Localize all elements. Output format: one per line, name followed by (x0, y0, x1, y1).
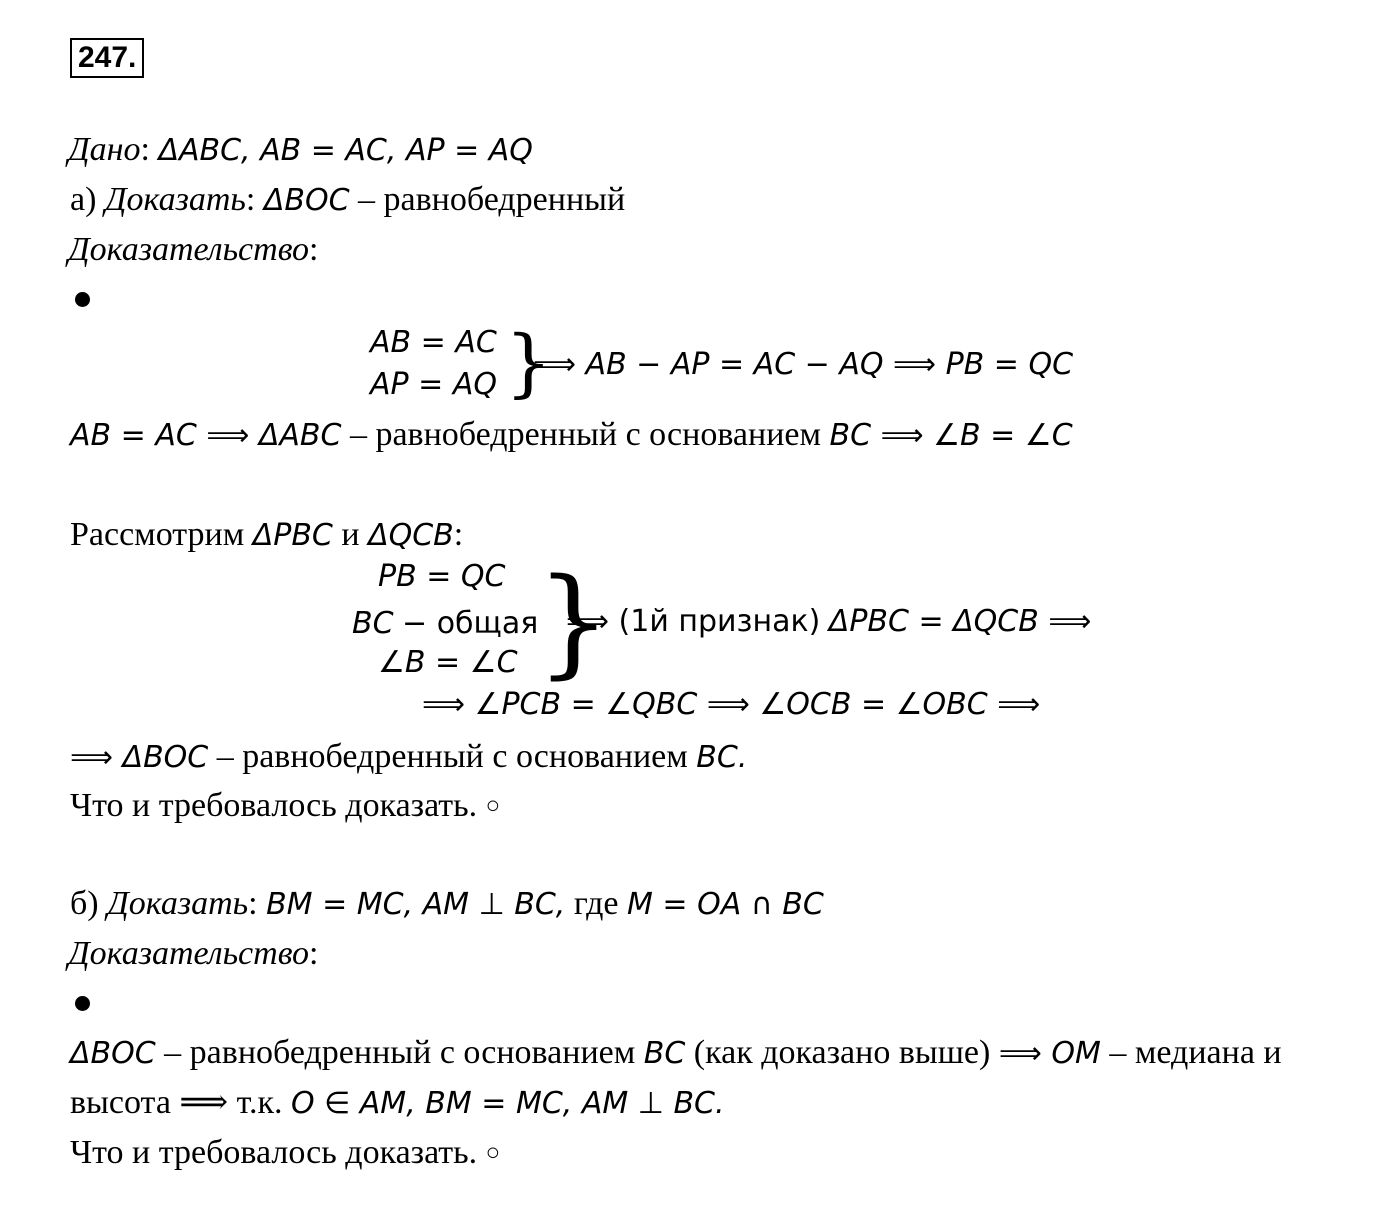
system2-result-math: ΔPBC = ΔQCB ⟹ (828, 604, 1092, 639)
proof-b-colon: : (309, 935, 319, 972)
consider-text: Рассмотрим (70, 516, 245, 553)
part-a-statement (70, 183, 625, 217)
qed-b-symbol: ○ (485, 1140, 501, 1166)
system1-line2: AP = AQ (370, 367, 497, 402)
part-a-prefix: а) (70, 181, 97, 218)
qed-b-line (70, 1136, 500, 1170)
proof-a-line2 (70, 418, 1073, 452)
part-b-math1: BM = MC, AM ⊥ BC, (266, 887, 566, 922)
proof-b-line1-math2: BC (643, 1036, 686, 1071)
given-colon: : (140, 131, 150, 168)
part-b-statement (70, 887, 824, 921)
part-b-colon: : (248, 885, 258, 922)
part-a-text: – равнобедренный (358, 181, 626, 218)
system2-line2-math: BC (352, 606, 394, 641)
system2-brace: } (536, 552, 612, 690)
part-a-label: Доказать (104, 181, 246, 218)
problem-number: 247. (70, 38, 144, 78)
part-b-prefix: б) (70, 885, 99, 922)
conclusion-math2: BC. (696, 740, 748, 775)
bullet-point-b (75, 996, 90, 1011)
proof-b-line1-math1: ΔBOC (70, 1036, 156, 1071)
system2-result (566, 604, 1091, 638)
qed-a-symbol: ○ (485, 793, 501, 819)
given-label: Дано (68, 131, 141, 168)
line2-text: – равнобедренный с основанием (349, 416, 822, 453)
part-b-math2: M = OA ∩ BC (626, 887, 824, 922)
part-b-text: где (573, 885, 619, 922)
proof-b-heading (68, 937, 318, 971)
consider-line (70, 518, 463, 552)
part-b-label: Доказать (107, 885, 249, 922)
part-a-colon: : (245, 181, 256, 218)
bullet-point-a (75, 292, 90, 307)
part-a-math: ΔBOC (263, 183, 350, 218)
proof-b-line2-math: O ∈ AM, BM = MC, AM ⊥ BC. (290, 1086, 725, 1121)
line2-math1: AB = AC ⟹ ΔABC (70, 418, 342, 453)
line2-math2: BC ⟹ ∠B = ∠C (829, 418, 1073, 453)
system1-line1: AB = AC (370, 325, 497, 360)
proof-a-label: Доказательство (68, 231, 310, 268)
conclusion-math1: ⟹ ΔBOC (70, 740, 209, 775)
proof-b-line2-text1: высота ⟹ т.к. (70, 1084, 283, 1121)
proof-b-line1-math3: ⟹ OM (998, 1036, 1101, 1071)
system2-line2-text: − общая (402, 606, 539, 641)
proof-b-line1-text2: (как доказано выше) (693, 1034, 991, 1071)
given-math: ΔABC, AB = AC, AP = AQ (158, 133, 533, 168)
qed-a-line (70, 789, 500, 823)
system2-result-text: ⟹ (1й признак) (566, 604, 821, 639)
consider-math2: ΔQCB (368, 518, 454, 553)
conclusion-text: – равнобедренный с основанием (216, 738, 688, 775)
given-line (68, 133, 533, 167)
proof-b-label: Доказательство (68, 935, 310, 972)
proof-b-line2 (70, 1086, 725, 1120)
system2-line2 (352, 606, 538, 640)
proof-a-heading (68, 233, 318, 267)
consider-math1: ΔPBC (252, 518, 333, 553)
system1-result: ⟹ AB − AP = AC − AQ ⟹ PB = QC (533, 347, 1074, 382)
qed-b-text: Что и требовалось доказать. (70, 1134, 478, 1171)
proof-b-line1-text3: – медиана и (1109, 1034, 1282, 1071)
consider-and: и (341, 516, 360, 553)
conclusion-a-line (70, 740, 747, 774)
proof-a-colon: : (309, 231, 319, 268)
system2-line1: PB = QC (378, 559, 506, 594)
proof-b-line1-text1: – равнобедренный с основанием (164, 1034, 636, 1071)
system2-line3: ∠B = ∠C (378, 645, 518, 680)
consider-colon: : (453, 516, 464, 553)
system1-brace: } (505, 320, 553, 406)
proof-b-line1 (70, 1036, 1282, 1070)
qed-a-text: Что и требовалось доказать. (70, 787, 478, 824)
angles-line: ⟹ ∠PCB = ∠QBC ⟹ ∠OCB = ∠OBC ⟹ (422, 687, 1041, 722)
